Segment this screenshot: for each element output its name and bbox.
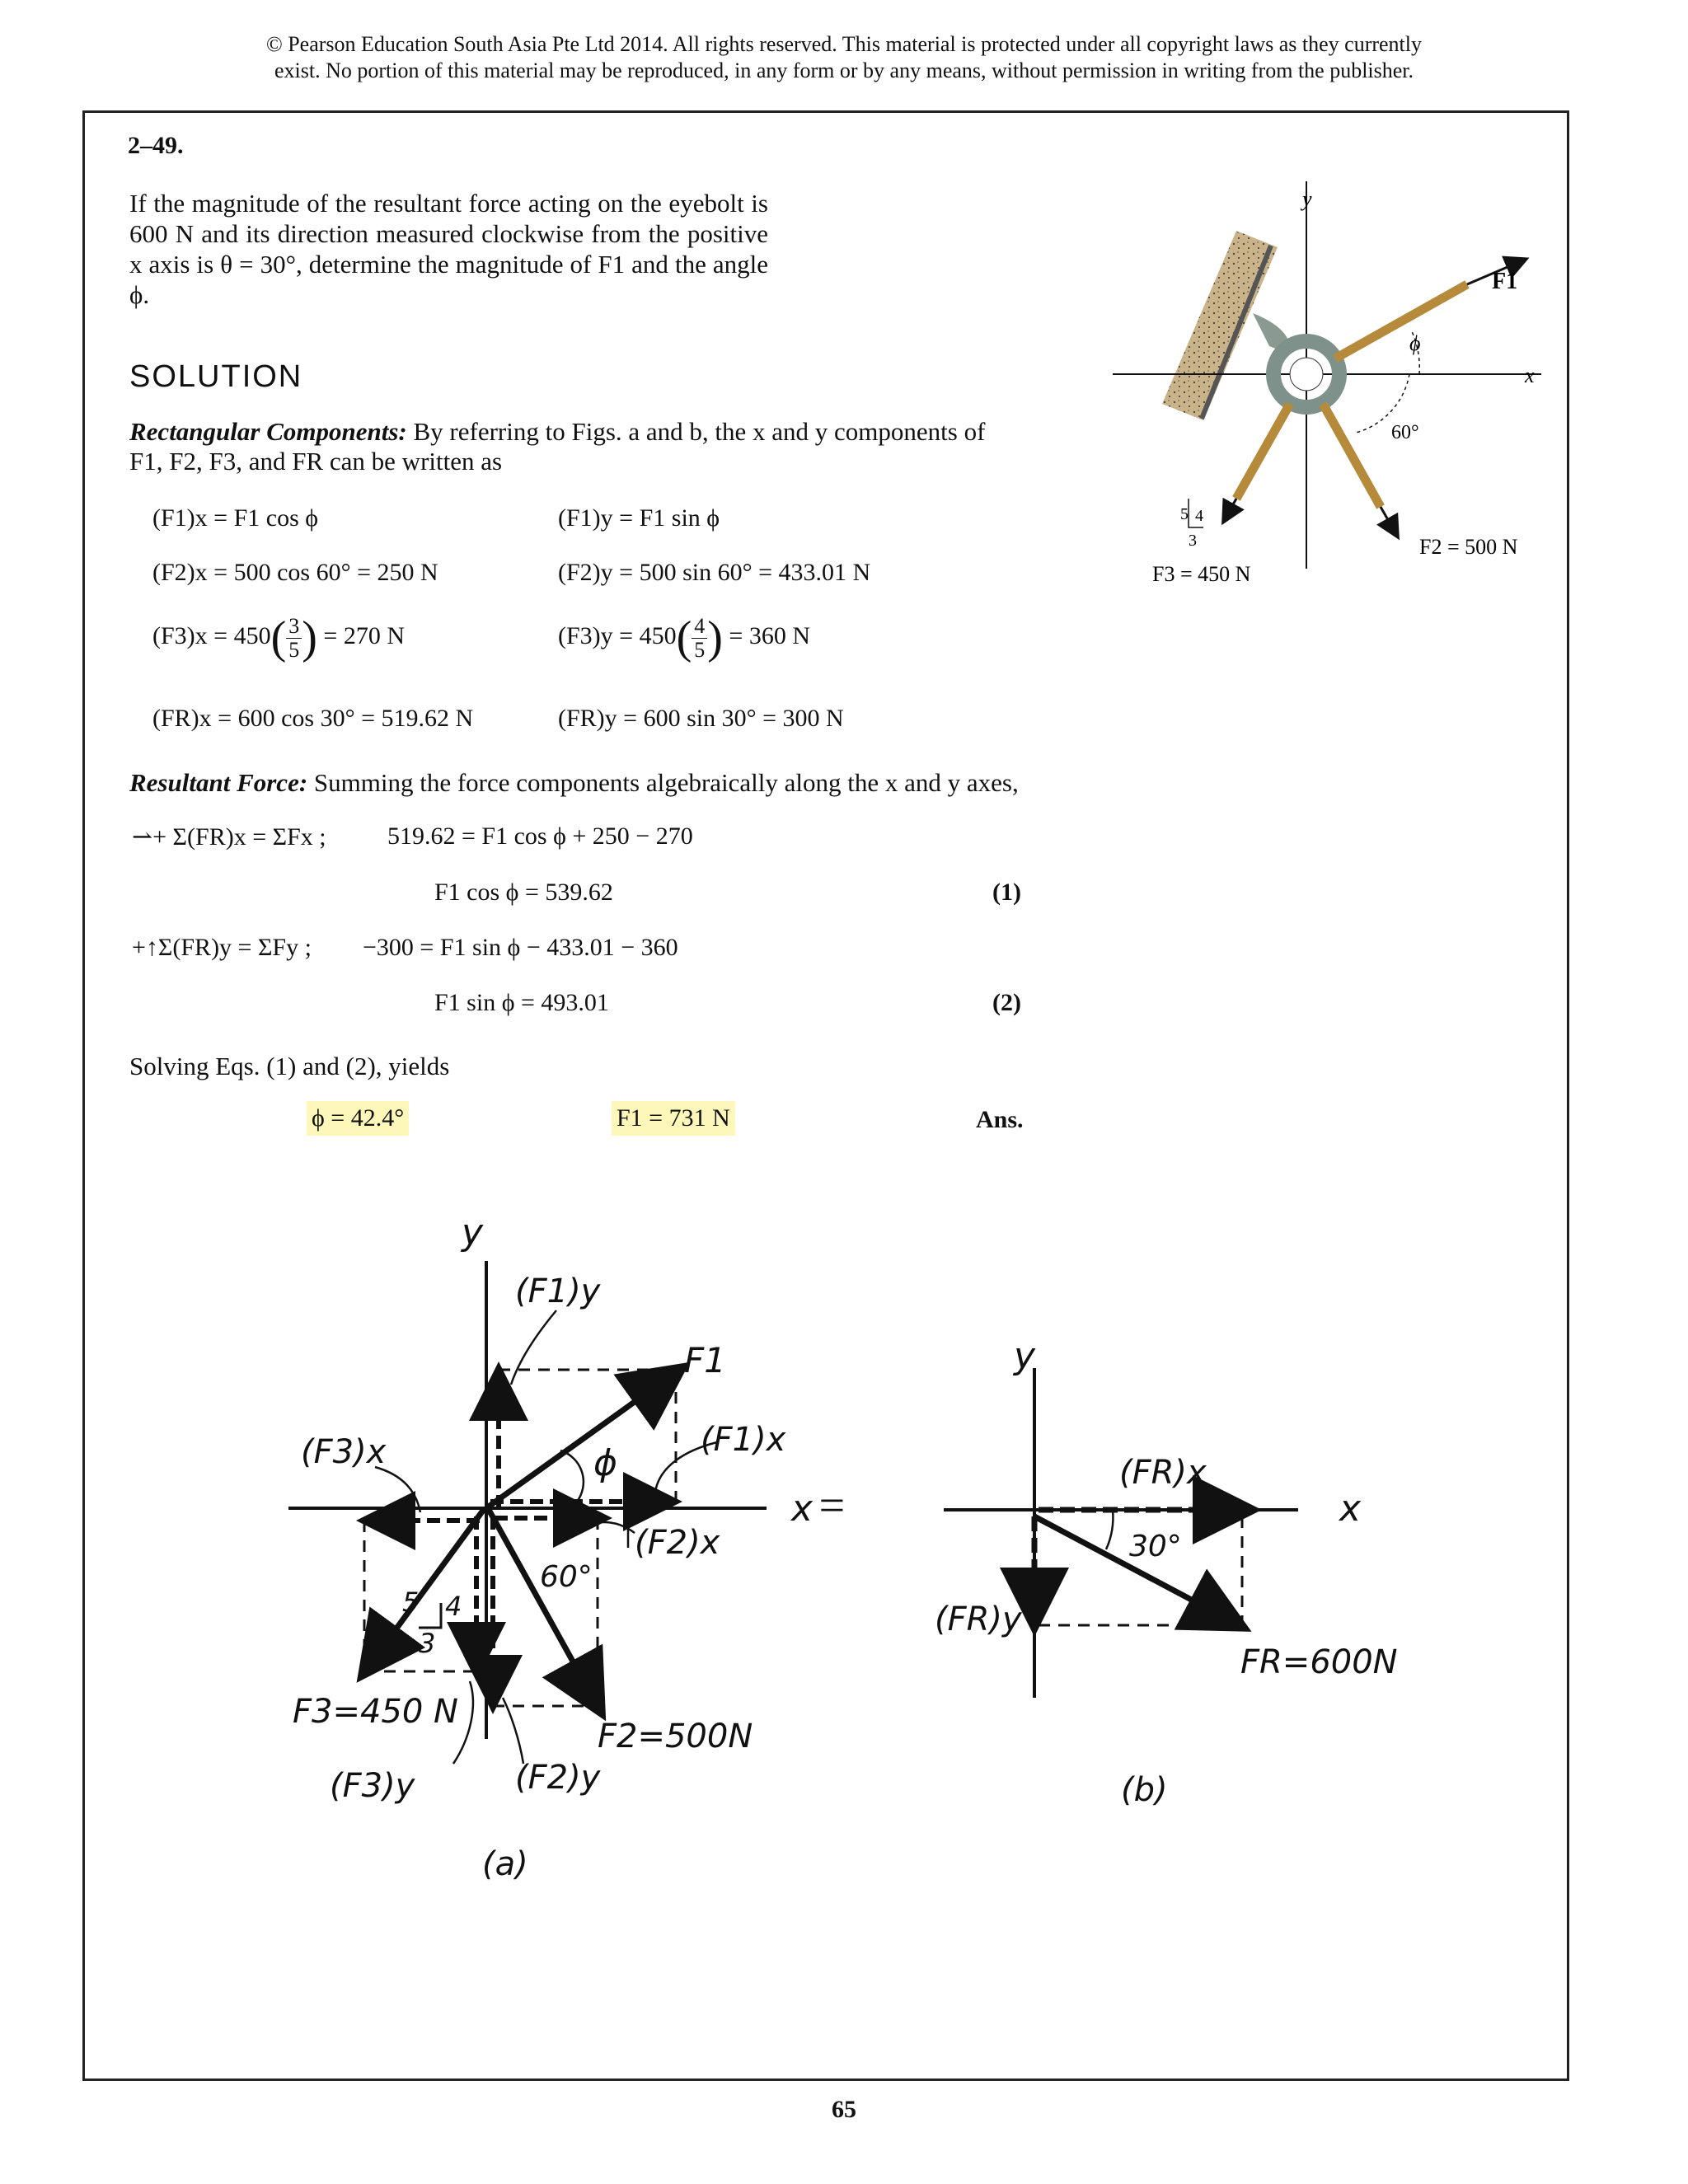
a-f1-label: F1 (684, 1340, 726, 1380)
a-f1x-label: (F1)x (701, 1421, 786, 1459)
a-f2x-label: (F2)x (635, 1524, 720, 1562)
problem-statement: If the magnitude of the resultant force acting on the eyebolt is 600 N and its direction measured clockwise from the positive x axis is θ = 30°, determine the magnitude of F1 and the angle ϕ. (129, 189, 768, 309)
b-fr-label: FR=600N (1240, 1643, 1398, 1681)
equation-2-number: (2) (992, 989, 1021, 1016)
eq-f3x-rhs: = 270 N (323, 621, 405, 649)
resultant-label: Resultant Force: (129, 768, 308, 797)
eq-fry: (FR)y = 600 sin 30° = 300 N (558, 705, 844, 732)
solving-text: Solving Eqs. (1) and (2), yields (129, 1052, 450, 1080)
b-30-arc (1106, 1510, 1113, 1549)
a-x-label: x (791, 1488, 814, 1530)
rect-components-paragraph (129, 417, 985, 476)
a-60-label: 60° (540, 1560, 593, 1594)
a-phi-arc (560, 1451, 584, 1502)
fig-tri-5: 5 (1180, 505, 1189, 523)
fig-f2-label: F2 = 500 N (1419, 535, 1518, 559)
a-slope-triangle (419, 1603, 441, 1628)
fraction-3-5: $\frac{3}{5}$ (286, 615, 302, 662)
rope-f1 (1335, 284, 1467, 359)
fig-60-label: 60° (1391, 422, 1419, 443)
eyebolt-figure (1113, 181, 1541, 602)
eq-f3x: (F3)x = 450( $\frac{3}{5}$ ) = 270 N (152, 612, 405, 663)
b-frx-label: (FR)x (1119, 1454, 1207, 1492)
fig-y-label: y (1302, 187, 1312, 211)
eq-f2x: (F2)x = 500 cos 60° = 250 N (152, 559, 438, 586)
a-f3x-label: (F3)x (301, 1433, 387, 1471)
answer-phi: ϕ = 42.4° (307, 1101, 409, 1136)
b-x-label: x (1339, 1488, 1362, 1530)
fig-f1-label: F1 (1492, 269, 1518, 294)
eq-f1x: (F1)x = F1 cos ϕ (152, 504, 319, 532)
a-phi-label: ϕ (593, 1442, 618, 1484)
eq-f3y-rhs: = 360 N (729, 621, 810, 649)
a-tri-4: 4 (445, 1591, 462, 1622)
fraction-4-5: $\frac{4}{5}$ (692, 615, 707, 662)
rope-f2 (1323, 404, 1381, 507)
sum-x-equation: 519.62 = F1 cos ϕ + 250 − 270 (387, 823, 693, 850)
free-body-diagram-b (923, 1319, 1434, 1846)
arrow-f3 (1224, 499, 1236, 521)
free-body-diagram-a (272, 1195, 865, 1912)
copyright-notice (0, 31, 1688, 84)
a-f1-arrow (486, 1372, 676, 1508)
a-f3-label: F3=450 N (293, 1693, 458, 1731)
a-tri-5: 5 (402, 1586, 420, 1618)
rect-components-label: Rectangular Components: (129, 417, 407, 446)
copyright-line-2: exist. No portion of this material may be reproduced, in any form or by any means, without permission in writing from the publisher. (274, 59, 1414, 82)
eq-f2y: (F2)y = 500 sin 60° = 433.01 N (558, 559, 871, 586)
equation-1: F1 cos ϕ = 539.62 (434, 879, 613, 906)
a-f3x-leader (375, 1467, 420, 1512)
rope-f3 (1236, 404, 1290, 499)
fig-tri-4: 4 (1195, 507, 1203, 525)
a-tri-3: 3 (419, 1628, 436, 1659)
b-30-label: 30° (1129, 1530, 1182, 1563)
a-f2y-label: (F2)y (515, 1759, 601, 1797)
a-f1y-leader (511, 1310, 556, 1385)
eq-frx: (FR)x = 600 cos 30° = 519.62 N (152, 705, 474, 732)
a-caption: (a) (482, 1845, 528, 1883)
fig-tri-3: 3 (1189, 532, 1197, 550)
fig-f3-label: F3 = 450 N (1152, 562, 1251, 586)
a-equals-sign: = (816, 1480, 847, 1531)
fig-x-label: x (1525, 363, 1535, 387)
a-f3y-label: (F3)y (330, 1767, 415, 1805)
problem-number: 2–49. (128, 132, 184, 159)
a-f2y-leader (503, 1698, 523, 1764)
answer-label: Ans. (976, 1106, 1024, 1133)
b-fry-label: (FR)y (935, 1601, 1022, 1638)
solution-heading: SOLUTION (129, 359, 303, 394)
rect-components-text-2: F1, F2, F3, and FR can be written as (129, 447, 503, 476)
a-y-label: y (462, 1212, 484, 1254)
eq-f3y: (F3)y = 450( $\frac{4}{5}$ ) = 360 N (558, 612, 810, 663)
a-f2-arrow (488, 1508, 598, 1706)
copyright-line-1: © Pearson Education South Asia Pte Ltd 2014. All rights reserved. This material is protected under all copyright laws as they currently (265, 32, 1423, 56)
page-number: 65 (832, 2096, 856, 2123)
a-f1y-label: (F1)y (515, 1272, 601, 1310)
fig-phi-label: ϕ (1409, 331, 1421, 355)
sum-x-label: ⇀+ Σ(FR)x = ΣFx ; (132, 823, 326, 851)
sum-y-equation: −300 = F1 sin ϕ − 433.01 − 360 (363, 934, 678, 961)
equation-1-number: (1) (992, 879, 1021, 906)
a-f2-label: F2=500N (598, 1718, 753, 1755)
arrow-f2 (1381, 507, 1397, 536)
eq-f3x-lhs: (F3)x = 450 (152, 621, 271, 649)
b-caption: (b) (1121, 1771, 1168, 1809)
eq-f1y: (F1)y = F1 sin ϕ (558, 504, 720, 532)
equation-2: F1 sin ϕ = 493.01 (434, 989, 609, 1016)
b-y-label: y (1014, 1335, 1036, 1377)
answer-f1: F1 = 731 N (612, 1101, 735, 1136)
eq-f3y-lhs: (F3)y = 450 (558, 621, 677, 649)
sum-y-label: +↑Σ(FR)y = ΣFy ; (132, 934, 312, 961)
resultant-paragraph (129, 768, 1019, 798)
resultant-text: Summing the force components algebraically along the x and y axes, (313, 768, 1019, 797)
rect-components-text-1: By referring to Figs. a and b, the x and y components of (413, 417, 986, 446)
